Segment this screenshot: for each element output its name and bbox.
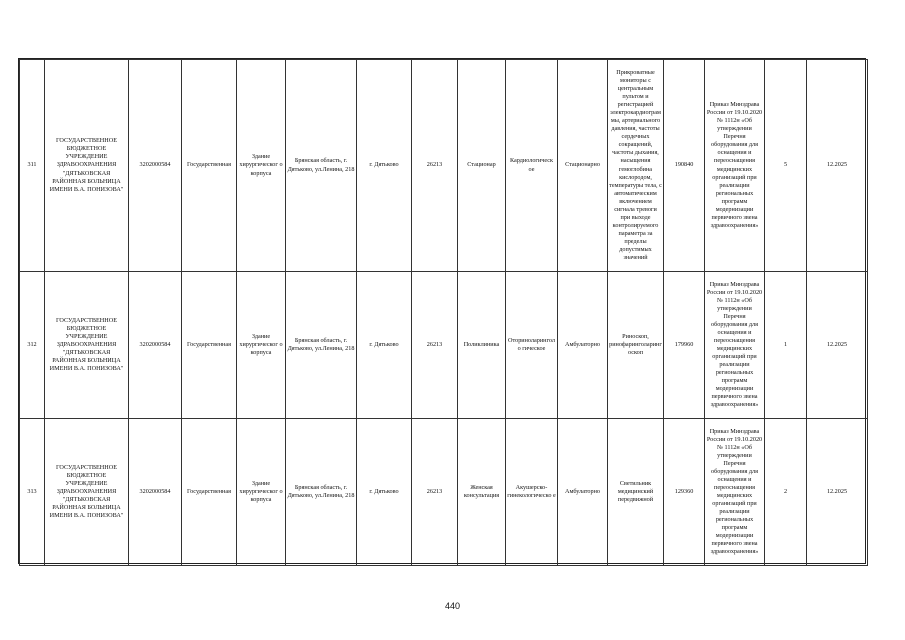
cell-organization-name: ГОСУДАРСТВЕННОЕ БЮДЖЕТНОЕ УЧРЕЖДЕНИЕ ЗДРАВООХРАНЕНИЯ "ДЯТЬКОВСКАЯ РАЙОННАЯ БОЛЬНИЦА ИМЕНИ В.А. ПОНИЗОВА" (45, 272, 129, 419)
cell-address: Брянская область, г. Дятьково, ул.Ленина, 218 (286, 60, 357, 272)
cell-code: 26213 (412, 60, 458, 272)
cell-quantity: 1 (765, 272, 807, 419)
cell-legal-basis: Приказ Минздрава России от 19.10.2020 № 1112н «Об утверждении Перечня оборудования для оснащения и переоснащения медицинских организаций при реализации региональных программ модернизации первичного звена здравоохранения» (705, 60, 765, 272)
cell-equipment-name: Светильник медицинский передвижной (608, 419, 664, 566)
cell-row-number: 313 (20, 419, 45, 566)
cell-specialty: Кардиологическ ое (506, 60, 558, 272)
table-row (20, 272, 868, 419)
cell-address: Брянская область, г. Дятьково, ул.Ленина, 218 (286, 419, 357, 566)
cell-locality: г. Дятьково (357, 60, 412, 272)
cell-quantity: 5 (765, 60, 807, 272)
cell-equipment-name (608, 60, 664, 272)
cell-unit: Поликлиника (458, 272, 506, 419)
cell-ownership-form: Государственная (182, 419, 237, 566)
table-row (20, 60, 868, 272)
cell-equipment-name: Риноскоп, ринофаринголарингоскоп (608, 272, 664, 419)
cell-specialty: Оториноларинголо гическое (506, 272, 558, 419)
cell-inn: 3202000584 (129, 272, 182, 419)
cell-row-number: 311 (20, 60, 45, 272)
cell-inn: 3202000584 (129, 419, 182, 566)
cell-building: Здание хирургическог о корпуса (237, 60, 286, 272)
cell-organization-name: ГОСУДАРСТВЕННОЕ БЮДЖЕТНОЕ УЧРЕЖДЕНИЕ ЗДРАВООХРАНЕНИЯ "ДЯТЬКОВСКАЯ РАЙОННАЯ БОЛЬНИЦА ИМЕНИ В.А. ПОНИЗОВА" (45, 60, 129, 272)
equipment-table (19, 59, 868, 566)
cell-nkmi-code: 179960 (664, 272, 705, 419)
cell-address: Брянская область, г. Дятьково, ул.Ленина, 218 (286, 272, 357, 419)
equipment-text: Прикроватные мониторы с центральным пультом и регистрацией электрокардиограммы, артериального давления, частоты сердечных сокращений, частоты дыхания, насыщения гемоглобина кислородом, температуры тела, с автоматическим включением сигнала тревоги при выходе контролируемого параметра за пределы допустимых значений (609, 68, 662, 262)
page-number: 440 (444, 601, 461, 611)
cell-quantity: 2 (765, 419, 807, 566)
register-table (18, 58, 866, 564)
cell-delivery-date: 12.2025 (807, 419, 868, 566)
cell-legal-basis: Приказ Минздрава России от 19.10.2020 № 1112н «Об утверждении Перечня оборудования для оснащения и переоснащения медицинских организаций при реализации региональных программ модернизации первичного звена здравоохранения» (705, 272, 765, 419)
cell-organization-name: ГОСУДАРСТВЕННОЕ БЮДЖЕТНОЕ УЧРЕЖДЕНИЕ ЗДРАВООХРАНЕНИЯ "ДЯТЬКОВСКАЯ РАЙОННАЯ БОЛЬНИЦА ИМЕНИ В.А. ПОНИЗОВА" (45, 419, 129, 566)
cell-code: 26213 (412, 272, 458, 419)
cell-code: 26213 (412, 419, 458, 566)
cell-locality: г. Дятьково (357, 419, 412, 566)
cell-delivery-date: 12.2025 (807, 272, 868, 419)
cell-building: Здание хирургическог о корпуса (237, 419, 286, 566)
cell-ownership-form: Государственная (182, 60, 237, 272)
cell-nkmi-code: 190840 (664, 60, 705, 272)
cell-delivery-date: 12.2025 (807, 60, 868, 272)
cell-care-form: Амбулаторно (558, 419, 608, 566)
cell-locality: г. Дятьково (357, 272, 412, 419)
cell-unit: Женская консультация (458, 419, 506, 566)
cell-nkmi-code: 129360 (664, 419, 705, 566)
cell-row-number: 312 (20, 272, 45, 419)
cell-care-form: Амбулаторно (558, 272, 608, 419)
cell-care-form: Стационарно (558, 60, 608, 272)
cell-legal-basis: Приказ Минздрава России от 19.10.2020 № 1112н «Об утверждении Перечня оборудования для оснащения и переоснащения медицинских организаций при реализации региональных программ модернизации первичного звена здравоохранения» (705, 419, 765, 566)
cell-specialty: Акушерско-гинекологическо е (506, 419, 558, 566)
cell-ownership-form: Государственная (182, 272, 237, 419)
cell-unit: Стационар (458, 60, 506, 272)
cell-building: Здание хирургическог о корпуса (237, 272, 286, 419)
cell-inn: 3202000584 (129, 60, 182, 272)
table-row (20, 419, 868, 566)
